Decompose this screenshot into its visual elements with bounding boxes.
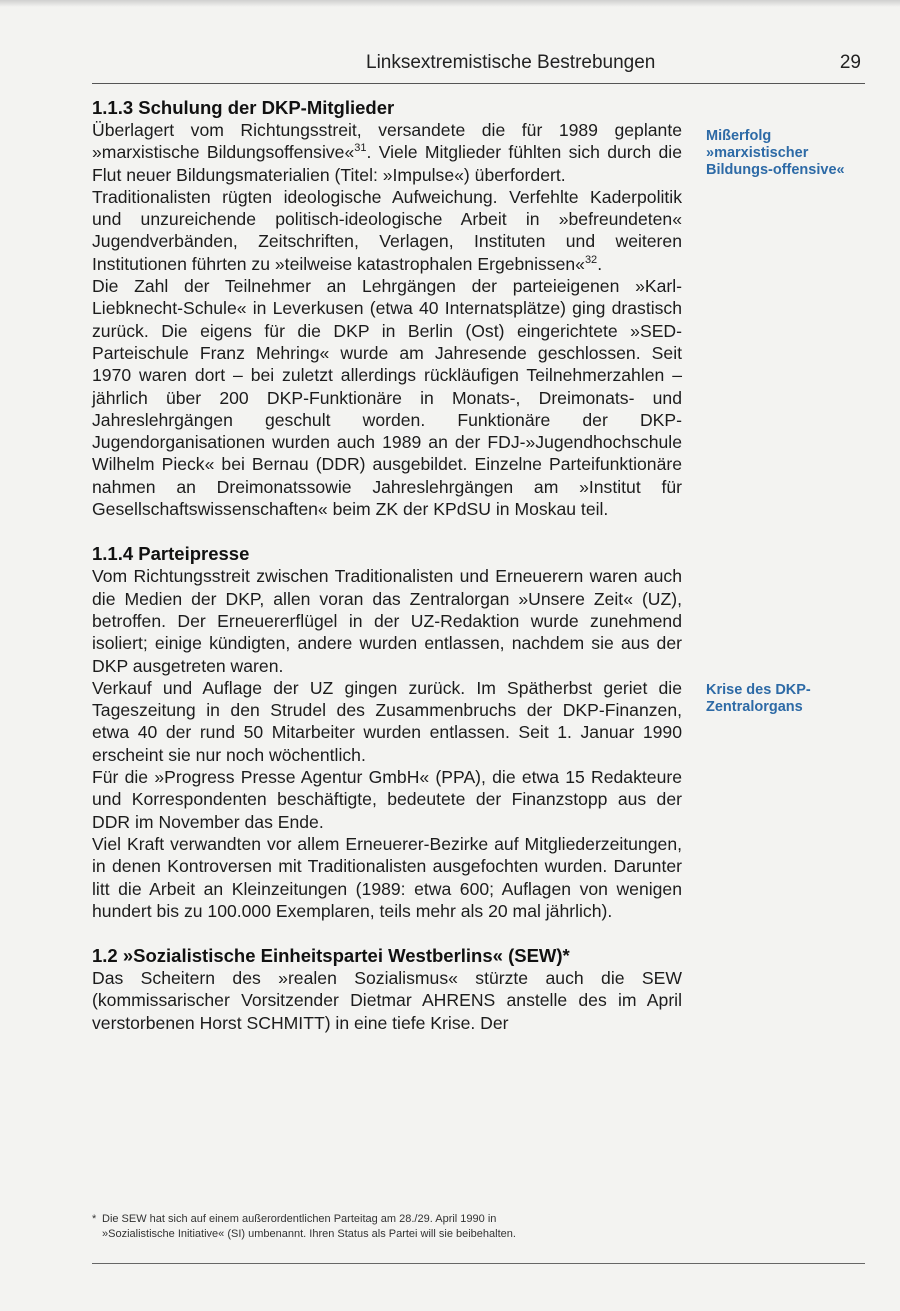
header-rule	[92, 83, 865, 84]
page-edge	[0, 0, 900, 7]
footnote-ref[interactable]: 32	[584, 253, 598, 266]
footnote-mark: *	[92, 1213, 97, 1225]
section-schulung	[92, 96, 682, 520]
footnote-line: Die SEW hat sich auf einem außerordentlichen Parteitag am 28./29. April 1990 in	[102, 1213, 497, 1225]
section-heading: 1.1.3 Schulung der DKP-Mitglieder	[92, 97, 395, 118]
paragraph: Traditionalisten rügten ideologische Aufweichung. Verfehlte Kaderpolitik und unzureichende politisch-ideologische Arbeit in »befreundeten« Jugendverbänden, Zeitschriften, Verlagen, Instituten und weiteren Institutionen führten zu »teilweise katastrophalen Ergebnissen«$^{32}$.	[92, 186, 682, 274]
paragraph: Viel Kraft verwandten vor allem Erneuerer-Bezirke auf Mitgliederzeitungen, in denen Kontroversen mit Traditionalisten ausgefochten wurden. Darunter litt die Arbeit an Kleinzeitungen (1989: etwa 600; Auflagen von wenigen hundert bis zu 100.000 Exemplaren, teils mehr als 20 mal jährlich).	[92, 833, 682, 921]
section-heading: 1.1.4 Parteipresse	[92, 543, 250, 565]
footnote-line: »Sozialistische Initiative« (SI) umbenannt. Ihren Status als Partei will sie beibehalten.	[102, 1228, 516, 1240]
main-text	[92, 96, 682, 1034]
paragraph: Vom Richtungsstreit zwischen Traditionalisten und Erneuerern waren auch die Medien der DKP, allen voran das Zentralorgan »Unsere Zeit« (UZ), betroffen. Der Erneuererflügel in der UZ-Redaktion wurde zunehmend isoliert; einige kündigten, andere wurden entlassen, nachdem sie aus der DKP ausgetreten waren.	[92, 566, 682, 676]
paragraph: Das Scheitern des »realen Sozialismus« stürzte auch die SEW (kommissarischer Vorsitzender Dietmar AHRENS anstelle des im April verstorbenen Horst SCHMITT) in eine tiefe Krise. Der	[92, 968, 682, 1033]
bottom-rule	[92, 1263, 865, 1264]
margin-note-bildungsoffensive: Mißerfolg »marxistischer Bildungs-offensive«	[706, 128, 845, 178]
section-heading: 1.2 »Sozialistische Einheitspartei Westberlins« (SEW)*	[92, 945, 570, 967]
paragraph: Die Zahl der Teilnehmer an Lehrgängen der parteieigenen »Karl-Liebknecht-Schule« in Leverkusen (etwa 40 Internatsplätze) ging drastisch zurück. Die eigens für die DKP in Berlin (Ost) eingerichtete »SED-Parteischule Franz Mehring« wurde am Jahresende geschlossen. Seit 1970 waren dort – bei zuletzt allerdings rückläufigen Teilnehmerzahlen – jährlich über 200 DKP-Funktionäre in Monats-, Dreimonats- und Jahreslehrgängen geschult worden. Funktionäre der DKP-Jugendorganisationen wurden auch 1989 an der FDJ-»Jugendhochschule Wilhelm Pieck« bei Bernau (DDR) ausgebildet. Einzelne Parteifunktionäre nahmen an Dreimonatssowie Jahreslehrgängen am »Institut für Gesellschaftswissenschaften« beim ZK der KPdSU in Moskau teil.	[92, 276, 682, 520]
paragraph: Überlagert vom Richtungsstreit, versandete die für 1989 geplante »marxistische Bildungsoffensive«$^{31}$. Viele Mitglieder fühlten sich durch die Flut neuer Bildungsmaterialien (Titel: »Impulse«) überfordert.	[92, 120, 683, 185]
running-header	[92, 52, 865, 82]
section-parteipresse	[92, 542, 682, 922]
margin-note-zentralorgan: Krise des DKP-Zentralorgans	[706, 682, 811, 715]
page-number: 29	[839, 52, 861, 73]
paragraph: Für die »Progress Presse Agentur GmbH« (PPA), die etwa 15 Redakteure und Korrespondenten beschäftigte, bedeutete der Finanzstopp aus der DDR im November das Ende.	[92, 767, 682, 832]
paragraph: Verkauf und Auflage der UZ gingen zurück. Im Spätherbst geriet die Tageszeitung in den Strudel des Zusammenbruchs der DKP-Finanzen, etwa 40 der rund 50 Mitarbeiter wurden entlassen. Seit 1. Januar 1990 erscheint sie nur noch wöchentlich.	[92, 677, 682, 765]
footnote	[92, 1212, 682, 1242]
running-header-title: Linksextremistische Bestrebungen	[366, 52, 656, 73]
footnote-ref[interactable]: 31	[354, 142, 367, 155]
section-sew	[92, 944, 682, 1034]
